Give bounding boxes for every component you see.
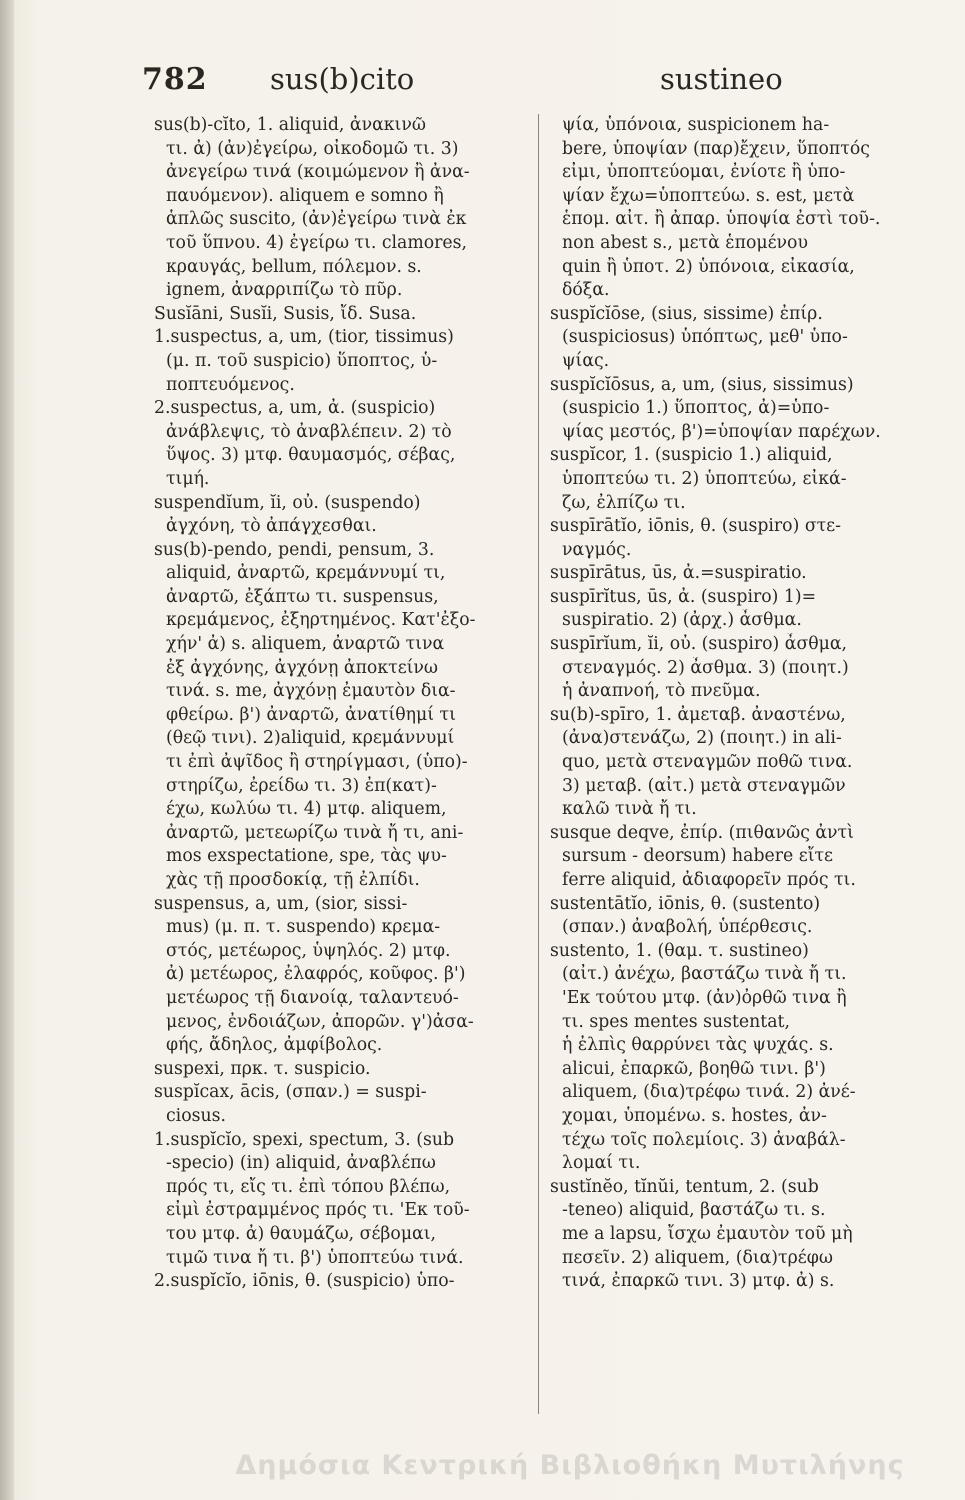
dictionary-line: quo, μετὰ στεναγμῶν ποθῶ τινα. bbox=[562, 752, 853, 773]
dictionary-line: δόξα. bbox=[562, 280, 610, 301]
dictionary-line: καλῶ τινὰ ἤ τι. bbox=[562, 799, 697, 820]
left-column bbox=[154, 114, 522, 1294]
dictionary-line: sus(b)-pendo, pendi, pensum, 3. bbox=[154, 539, 435, 560]
dictionary-line: ferre aliquid, ἀδιαφορεῖν πρός τι. bbox=[562, 870, 856, 890]
dictionary-line: τοῦ ὕπνου. 4) ἐγείρω τι. clamores, bbox=[166, 232, 468, 253]
dictionary-line: (αἰτ.) ἀνέχω, βαστάζω τινὰ ἤ τι. bbox=[562, 964, 847, 985]
dictionary-line: suspexi, πρκ. τ. suspicio. bbox=[154, 1058, 371, 1079]
dictionary-line: 2.suspĭcĭo, iōnis, θ. (suspicio) ὑπο- bbox=[154, 1271, 455, 1292]
dictionary-line: aliquem, (δια)τρέφω τινά. 2) ἀνέ- bbox=[562, 1082, 856, 1103]
dictionary-line: στός, μετέωρος, ὑψηλός. 2) μτφ. bbox=[166, 940, 451, 961]
dictionary-line: suspiratio. 2) (ἀρχ.) ἆσθμα. bbox=[562, 610, 802, 631]
dictionary-line: me a lapsu, ἴσχω ἐμαυτὸν τοῦ μὴ bbox=[562, 1223, 853, 1244]
dictionary-line: sustento, 1. (θαμ. τ. sustineo) bbox=[550, 940, 809, 961]
dictionary-line: τινά. s. me, ἀγχόνῃ ἐμαυτὸν δια- bbox=[166, 681, 456, 702]
dictionary-line: suspĭcĭōsus, a, um, (sius, sissimus) bbox=[550, 374, 854, 395]
page-number: 782 bbox=[142, 62, 208, 97]
dictionary-line: 'Εκ τούτου μτφ. (ἀν)ὀρθῶ τινα ἢ bbox=[562, 987, 847, 1008]
dictionary-line: τι. ἀ) (ἀν)ἐγείρω, οἰκοδομῶ τι. 3) bbox=[166, 138, 459, 159]
dictionary-line: κραυγάς, bellum, πόλεμον. s. bbox=[166, 256, 422, 277]
running-head-right: sustineo bbox=[660, 62, 783, 96]
dictionary-line: ἀνάβλεψις, τὸ ἀναβλέπειν. 2) τὸ bbox=[166, 421, 452, 442]
dictionary-line: ψία, ὑπόνοια, suspicionem ha- bbox=[562, 115, 830, 135]
dictionary-line: τέχω τοῖς πολεμίοις. 3) ἀναβάλ- bbox=[562, 1129, 846, 1150]
dictionary-line: 2.suspectus, a, um, ἀ. (suspicio) bbox=[154, 398, 436, 419]
dictionary-line: quin ἢ ὑποτ. 2) ὑπόνοια, εἰκασία, bbox=[562, 256, 855, 277]
dictionary-line: suspĭcax, ācis, (σπαν.) = suspi- bbox=[154, 1082, 427, 1103]
dictionary-line: sus(b)-cĭto, 1. aliquid, ἀνακινῶ bbox=[154, 115, 426, 135]
dictionary-line: ἐξ ἀγχόνης, ἀγχόνῃ ἀποκτείνω bbox=[166, 657, 439, 678]
dictionary-line: (θεῷ τινι). 2)aliquid, κρεμάννυμί bbox=[166, 728, 455, 749]
dictionary-line: ψίαν ἔχω=ὑποπτεύω. s. est, μετὰ bbox=[562, 185, 855, 206]
dictionary-line: ζω, ἐλπίζω τι. bbox=[562, 492, 686, 513]
dictionary-line: ἀναρτῶ, ἐξάπτω τι. suspensus, bbox=[166, 586, 439, 607]
dictionary-line: sustĭnĕo, tĭnŭi, tentum, 2. (sub bbox=[550, 1176, 819, 1197]
right-column bbox=[550, 114, 908, 1294]
dictionary-line: sustentātĭo, iōnis, θ. (sustento) bbox=[550, 893, 821, 914]
dictionary-line: χομαι, ὑπομένω. s. hostes, ἀν- bbox=[562, 1105, 827, 1126]
dictionary-line: του μτφ. ἀ) θαυμάζω, σέβομαι, bbox=[166, 1223, 436, 1244]
dictionary-line: φθείρω. β') ἀναρτῶ, ἀνατίθημί τι bbox=[166, 704, 456, 725]
dictionary-line: χήν' ἀ) s. aliquem, ἀναρτῶ τινα bbox=[166, 634, 445, 655]
dictionary-line: εἰμὶ ἐστραμμένος πρός τι. 'Εκ τοῦ- bbox=[166, 1200, 470, 1221]
dictionary-line: (σπαν.) ἀναβολή, ὑπέρθεσις. bbox=[562, 917, 813, 938]
dictionary-line: sursum - deorsum) habere εἴτε bbox=[562, 846, 833, 867]
dictionary-line: εἰμι, ὑποπτεύομαι, ἐνίοτε ἢ ὑπο- bbox=[562, 162, 846, 183]
dictionary-line: ἀγχόνη, τὸ ἀπάγχεσθαι. bbox=[166, 516, 377, 537]
dictionary-line: suspĭcor, 1. (suspicio 1.) aliquid, bbox=[550, 445, 833, 466]
dictionary-line: suspīrĭum, ĭi, οὐ. (suspiro) ἆσθμα, bbox=[550, 634, 848, 655]
dictionary-line: ἀ) μετέωρος, ἐλαφρός, κοῦφος. β') bbox=[166, 964, 466, 985]
running-head-left: sus(b)cito bbox=[270, 62, 415, 96]
dictionary-line: -specio) (in) aliquid, ἀναβλέπω bbox=[166, 1153, 436, 1174]
dictionary-line: 1.suspĭcĭo, spexi, spectum, 3. (sub bbox=[154, 1129, 455, 1150]
dictionary-line: χὰς τῇ προσδοκίᾳ, τῇ ἐλπίδι. bbox=[166, 870, 420, 890]
page-binding-edge bbox=[0, 0, 14, 1500]
dictionary-line: πεσεῖν. 2) aliquem, (δια)τρέφω bbox=[562, 1247, 833, 1268]
dictionary-line: μετέωρος τῇ διανοίᾳ, ταλαντευό- bbox=[166, 987, 459, 1008]
dictionary-line: ψίας. bbox=[562, 350, 610, 371]
page-header bbox=[142, 62, 782, 102]
dictionary-line: 1.suspectus, a, um, (tior, tissimus) bbox=[154, 327, 454, 348]
dictionary-line: ciosus. bbox=[166, 1105, 226, 1126]
dictionary-line: (μ. π. τοῦ suspicio) ὕποπτος, ὑ- bbox=[166, 350, 438, 371]
dictionary-line: suspĭcĭōse, (sius, sissime) ἐπίρ. bbox=[550, 303, 823, 324]
dictionary-line: ἑπομ. αἰτ. ἢ ἀπαρ. ὑποψία ἐστὶ τοῦ-. bbox=[562, 209, 881, 230]
dictionary-line: ἀνεγείρω τινά (κοιμώμενον ἢ ἀνα- bbox=[166, 162, 470, 183]
dictionary-line: non abest s., μετὰ ἑπομένου bbox=[562, 232, 808, 253]
dictionary-line: τι. spes mentes sustentat, bbox=[562, 1011, 790, 1032]
dictionary-line: πρός τι, εἴς τι. ἐπὶ τόπου βλέπω, bbox=[166, 1176, 451, 1197]
dictionary-line: στηρίζω, ἐρείδω τι. 3) ἐπ(κατ)- bbox=[166, 775, 437, 796]
dictionary-line: suspendĭum, ĭi, οὐ. (suspendo) bbox=[154, 492, 421, 513]
dictionary-line: παυόμενον). aliquem e somno ἢ bbox=[166, 185, 444, 206]
dictionary-line: λομαί τι. bbox=[562, 1153, 641, 1174]
dictionary-line: ἁπλῶς suscito, (ἀν)ἐγείρω τινὰ ἐκ bbox=[166, 209, 467, 230]
dictionary-line: suspensus, a, um, (sior, sissi- bbox=[154, 893, 408, 914]
dictionary-line: τιμῶ τινα ἤ τι. β') ὑποπτεύω τινά. bbox=[166, 1247, 464, 1268]
dictionary-line: Susĭāni, Susĭi, Susis, ἴδ. Susa. bbox=[154, 303, 417, 324]
dictionary-line: ὕψος. 3) μτφ. θαυμασμός, σέβας, bbox=[166, 445, 456, 466]
dictionary-line: mus) (μ. π. τ. suspendo) κρεμα- bbox=[166, 917, 441, 938]
dictionary-line: 3) μεταβ. (αἰτ.) μετὰ στεναγμῶν bbox=[562, 775, 846, 796]
dictionary-line: suspīrĭtus, ūs, ἀ. (suspiro) 1)= bbox=[550, 586, 817, 607]
dictionary-line: κρεμάμενος, ἐξηρτημένος. Κατ'ἐξο- bbox=[166, 610, 476, 631]
dictionary-line: ignem, ἀναρριπίζω τὸ πῦρ. bbox=[166, 280, 403, 301]
dictionary-line: έχω, κωλύω τι. 4) μτφ. aliquem, bbox=[166, 799, 447, 820]
dictionary-line: φής, ἄδηλος, ἀμφίβολος. bbox=[166, 1035, 383, 1056]
dictionary-line: (suspicio 1.) ὕποπτος, ἀ)=ὑπο- bbox=[562, 398, 830, 419]
dictionary-line: mos exspectatione, spe, τὰς ψυ- bbox=[166, 846, 447, 867]
dictionary-line: ἀναρτῶ, μετεωρίζω τινὰ ἤ τι, ani- bbox=[166, 822, 464, 843]
dictionary-line: τιμή. bbox=[166, 468, 210, 489]
library-watermark: Δημόσια Κεντρική Βιβλιοθήκη Μυτιλήνης bbox=[235, 1450, 905, 1481]
dictionary-line: ψίας μεστός, β')=ὑποψίαν παρέχων. bbox=[562, 421, 881, 442]
dictionary-line: bere, ὑποψίαν (παρ)ἔχειν, ὕποπτός bbox=[562, 138, 870, 159]
dictionary-line: suspīrātus, ūs, ἀ.=suspiratio. bbox=[550, 563, 807, 584]
dictionary-line: ἡ ἀναπνοή, τὸ πνεῦμα. bbox=[562, 681, 761, 702]
dictionary-line: alicui, ἐπαρκῶ, βοηθῶ τινι. β') bbox=[562, 1058, 826, 1079]
dictionary-line: τινά, ἐπαρκῶ τινι. 3) μτφ. ἀ) s. bbox=[562, 1271, 835, 1292]
dictionary-line: ποπτευόμενος. bbox=[166, 374, 295, 395]
dictionary-line: aliquid, ἀναρτῶ, κρεμάννυμί τι, bbox=[166, 563, 446, 584]
dictionary-line: -teneo) aliquid, βαστάζω τι. s. bbox=[562, 1200, 826, 1221]
dictionary-line: μενος, ἐνδοιάζων, ἀπορῶν. γ')ἀσα- bbox=[166, 1011, 474, 1032]
dictionary-line: susque deqve, ἐπίρ. (πιθανῶς ἀντὶ bbox=[550, 822, 854, 843]
dictionary-line: ναγμός. bbox=[562, 539, 632, 560]
dictionary-line: suspīrātĭo, iōnis, θ. (suspiro) στε- bbox=[550, 516, 841, 537]
column-divider bbox=[538, 114, 539, 1414]
dictionary-line: ἡ ἐλπὶς θαρρύνει τὰς ψυχάς. s. bbox=[562, 1035, 834, 1056]
dictionary-line: (suspiciosus) ὑπόπτως, μεθ' ὑπο- bbox=[562, 327, 848, 348]
dictionary-line: ὑποπτεύω τι. 2) ὑποπτεύω, εἰκά- bbox=[562, 468, 847, 489]
dictionary-line: στεναγμός. 2) ἆσθμα. 3) (ποιητ.) bbox=[562, 657, 849, 678]
dictionary-line: su(b)-spīro, 1. ἀμεταβ. ἀναστένω, bbox=[550, 704, 846, 725]
dictionary-line: τι ἐπὶ ἀψῖδος ἢ στηρίγμασι, (ὑπο)- bbox=[166, 752, 468, 773]
dictionary-line: (ἀνα)στενάζω, 2) (ποιητ.) in ali- bbox=[562, 728, 842, 749]
